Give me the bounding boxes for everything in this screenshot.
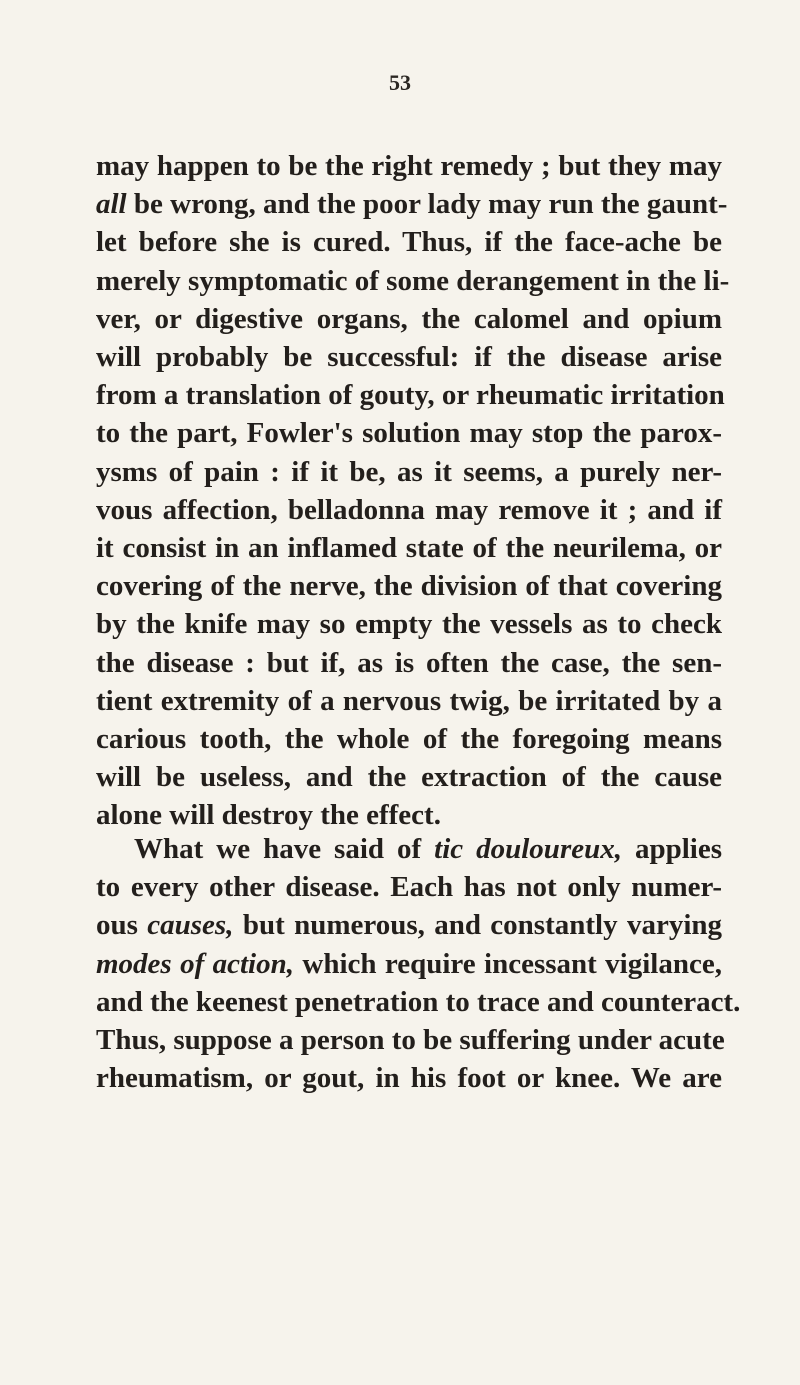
paragraph-1 (96, 147, 730, 835)
text-line: may happen to be the right remedy ; but they may (96, 150, 722, 182)
text-line: vous affection, belladonna may remove it ; and if (96, 493, 722, 526)
text-line (96, 185, 728, 223)
text-line: will probably be successful: if the disease arise (96, 341, 722, 374)
text-segment: ous (96, 909, 148, 942)
page-number: 53 (389, 70, 411, 95)
text-segment: which require incessant vigilance, (294, 947, 722, 980)
text-segment: but numerous, and constantly varying (233, 909, 722, 942)
text-line (96, 906, 722, 944)
text-line: carious tooth, the whole of the foregoing means (96, 723, 722, 756)
text-line: the disease : but if, as is often the case, the sen- (96, 646, 722, 679)
text-line: to every other disease. Each has not only numer- (96, 871, 722, 904)
italic-phrase: modes of action, (96, 947, 294, 980)
text-line-rest: be wrong, and the poor lady may run the gaunt- (126, 188, 728, 221)
text-line: to the part, Fowler's solution may stop the parox- (96, 417, 722, 450)
text-line: by the knife may so empty the vessels as to check (96, 608, 722, 641)
text-line: tient extremity of a nervous twig, be irritated by a (96, 684, 722, 717)
italic-word: causes, (147, 909, 234, 942)
text-line: alone will destroy the effect. (96, 799, 441, 832)
italic-word: all (96, 188, 127, 221)
text-line (96, 830, 722, 868)
text-line: Thus, suppose a person to be suffering under acute (96, 1024, 725, 1057)
text-line: ysms of pain : if it be, as it seems, a purely ner- (96, 455, 722, 488)
text-line: covering of the nerve, the division of that covering (96, 570, 722, 603)
text-line: from a translation of gouty, or rheumatic irritation (96, 379, 725, 412)
text-line (96, 945, 722, 983)
text-line: rheumatism, or gout, in his foot or knee. We are (96, 1062, 722, 1095)
text-line: let before she is cured. Thus, if the face-ache be (96, 226, 722, 259)
text-segment: applies (621, 833, 722, 865)
text-line: ver, or digestive organs, the calomel and opium (96, 302, 722, 335)
text-line: will be useless, and the extraction of the cause (96, 761, 722, 794)
italic-phrase: tic douloureux, (434, 833, 622, 865)
text-segment: What we have said of (134, 833, 435, 865)
text-line: it consist in an inflamed state of the neurilema, or (96, 532, 722, 565)
paragraph-2 (96, 830, 741, 1097)
text-line: merely symptomatic of some derangement in the li- (96, 264, 730, 297)
text-line: and the keenest penetration to trace and counteract. (96, 985, 741, 1018)
